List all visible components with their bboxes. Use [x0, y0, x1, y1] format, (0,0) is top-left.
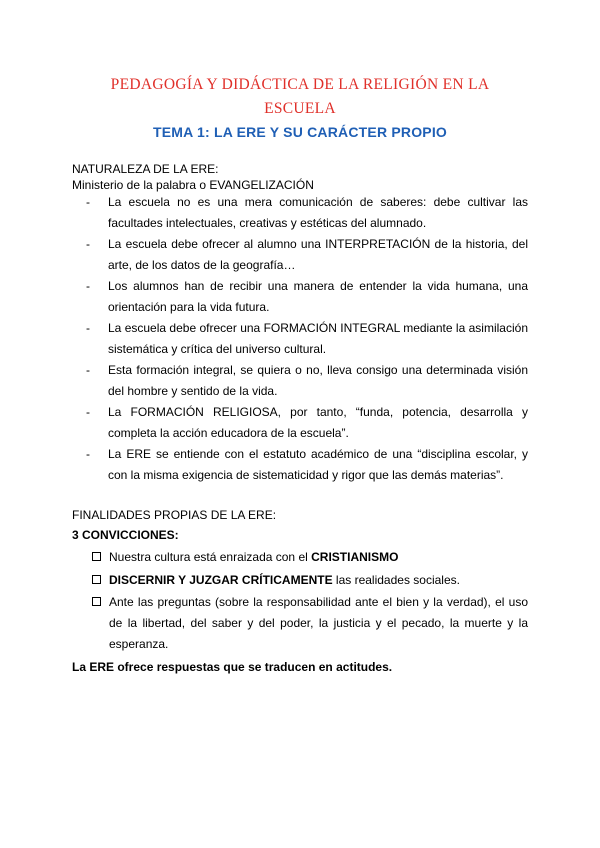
checkbox-icon — [92, 597, 101, 606]
checkbox-item — [92, 570, 528, 591]
document-subtitle: TEMA 1: LA ERE Y SU CARÁCTER PROPIO — [152, 124, 448, 140]
section-heading-finalidades: FINALIDADES PROPIAS DE LA ERE: — [72, 508, 277, 522]
list-item-text: Los alumnos han de recibir una manera de entender la vida humana, una orientación para la vida futura. — [108, 279, 528, 314]
list-item — [86, 276, 528, 317]
list-item — [86, 192, 528, 233]
list-item-text: La escuela debe ofrecer una FORMACIÓN INTEGRAL mediante la asimilación sistemática y crítica del universo cultural. — [108, 321, 528, 356]
bullet-dash: - — [86, 195, 90, 209]
bullet-dash: - — [86, 279, 90, 293]
checkbox-item — [92, 547, 528, 568]
checkbox-icon — [92, 575, 101, 584]
list-item-text: La escuela debe ofrecer al alumno una INTERPRETACIÓN de la historia, del arte, de los datos de la geografía… — [108, 237, 528, 272]
bullet-dash: - — [86, 363, 90, 377]
list-item-text: La ERE se entiende con el estatuto académico de una “disciplina escolar, y con la misma exigencia de sistematicidad y rigor que las demás materias”. — [108, 447, 528, 482]
bullet-dash: - — [86, 237, 90, 251]
document-title-line-1: PEDAGOGÍA Y DIDÁCTICA DE LA RELIGIÓN EN LA — [110, 76, 490, 93]
document-title-line-2: ESCUELA — [264, 100, 336, 117]
checkbox-item-bold-text: CRISTIANISMO — [311, 550, 399, 564]
section-heading-naturaleza: NATURALEZA DE LA ERE: — [72, 162, 219, 176]
checkbox-item-text: Ante las preguntas (sobre la responsabilidad ante el bien y la verdad), el uso de la libertad, del saber y del poder, la justicia y el pecado, la muerte y la esperanza. — [109, 595, 528, 651]
list-item — [86, 444, 528, 485]
checkbox-icon — [92, 552, 101, 561]
checkbox-item — [92, 592, 528, 655]
checkbox-item-text: Nuestra cultura está enraizada con el — [109, 550, 312, 564]
list-item — [86, 402, 528, 443]
checkbox-item-text: las realidades sociales. — [332, 573, 460, 587]
list-item-text: La FORMACIÓN RELIGIOSA, por tanto, “funda, potencia, desarrolla y completa la acción educadora de la escuela”. — [108, 405, 528, 440]
bullet-dash: - — [86, 405, 90, 419]
list-item — [86, 360, 528, 401]
list-item — [86, 234, 528, 275]
list-item-text: La escuela no es una mera comunicación de saberes: debe cultivar las facultades intelectuales, creativas y estéticas del alumnado. — [108, 195, 528, 230]
list-item-text: Esta formación integral, se quiera o no, lleva consigo una determinada visión del hombre y sentido de la vida. — [108, 363, 528, 398]
list-item — [86, 318, 528, 359]
bullet-dash: - — [86, 447, 90, 461]
bullet-dash: - — [86, 321, 90, 335]
section-subheading-ministerio: Ministerio de la palabra o EVANGELIZACIÓN — [72, 178, 314, 192]
checkbox-item-bold-text: DISCERNIR Y JUZGAR CRÍTICAMENTE — [109, 573, 333, 587]
conclusion-text: La ERE ofrece respuestas que se traducen en actitudes. — [72, 660, 393, 674]
section-subheading-convicciones: 3 CONVICCIONES: — [72, 528, 179, 542]
